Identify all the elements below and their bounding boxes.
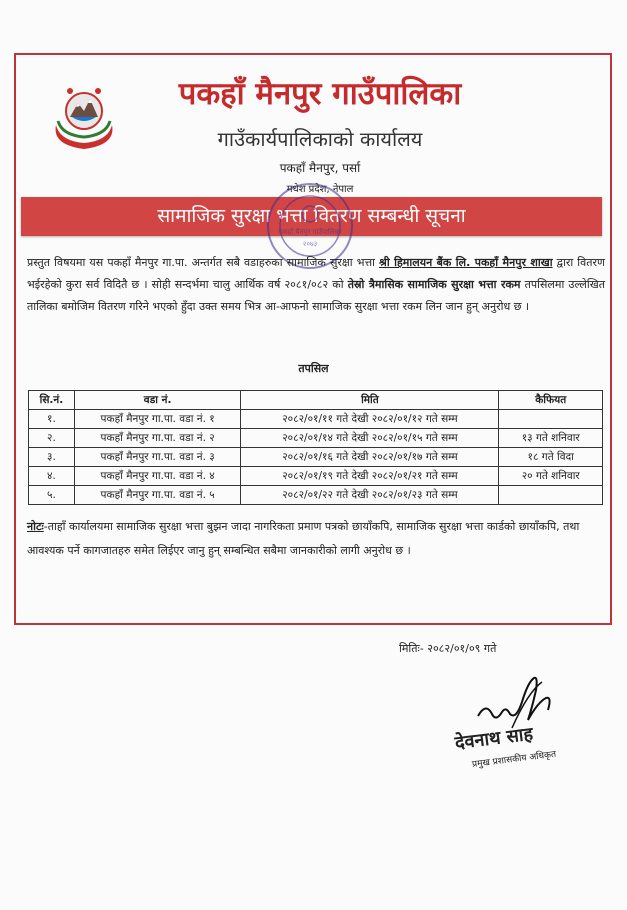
table-row bbox=[29, 486, 603, 505]
note-text: -ताहाँ कार्यालयमा सामाजिक सुरक्षा भत्ता बुझन जादा नागरिकता प्रमाण पत्रको छायाँकपि, सामाजिक सुरक्षा भत्ता कार्डको छायाँकपि, तथा आवश्यक पर्ने कागजातहरु समेत लिईएर जानु हुन् सम्बन्धित सबैमा जानकारीको लागी अनुरोध छ । bbox=[27, 520, 580, 557]
cell-date: २०८२/०१/१९ गते देखी २०८२/०१/२१ गते सम्म bbox=[241, 467, 499, 486]
cell-serial: ३. bbox=[29, 448, 75, 467]
nepal-emblem-icon bbox=[48, 85, 120, 153]
cell-ward: पकहाँ मैनपुर गा.पा. वडा नं. ५ bbox=[74, 486, 241, 505]
cell-ward: पकहाँ मैनपुर गा.पा. वडा नं. ३ bbox=[74, 448, 241, 467]
schedule-table bbox=[28, 390, 603, 505]
header-date: मिति bbox=[241, 391, 499, 410]
header-serial: सि.नं. bbox=[29, 391, 75, 410]
body-part-1: प्रस्तुत विषयमा यस पकहाँ मैनपुर गा.पा. अन्तर्गत सबै वडाहरुका सामाजिक सुरक्षा भत्ता bbox=[27, 256, 380, 269]
cell-date: २०८२/०१/१४ गते देखी २०८२/०१/१५ गते सम्म bbox=[241, 429, 499, 448]
signer-name: देवनाथ साह bbox=[453, 723, 535, 754]
address-line-2: मधेश प्रदेश, नेपाल bbox=[286, 184, 354, 195]
header-remarks: कैफियत bbox=[499, 391, 603, 410]
cell-remarks bbox=[499, 486, 603, 505]
cell-date: २०८२/०१/२२ गते देखी २०८२/०१/२३ गते सम्म bbox=[241, 486, 499, 505]
body-part-2: द्वारा वितरण भईरहेको कुरा सर्व विदितै छ । सोही सन्दर्भमा चालु आर्थिक वर्ष २०८१/०८२ को bbox=[27, 256, 605, 291]
table-header-row bbox=[29, 391, 603, 410]
address-line-1: पकहाँ मैनपुर, पर्सा bbox=[279, 161, 361, 175]
issue-date: मितिः- २०८२/०१/०९ गते bbox=[399, 642, 497, 655]
table-row bbox=[29, 448, 603, 467]
office-name: पकहाँ मैनपुर गाउँपालिका bbox=[178, 76, 462, 112]
schedule-title: तपसिल bbox=[298, 362, 329, 375]
stamp-text: पकहाँ मैनपुर गाउँपालिका bbox=[278, 228, 342, 236]
cell-ward: पकहाँ मैनपुर गा.पा. वडा नं. १ bbox=[74, 410, 241, 429]
notice-title: सामाजिक सुरक्षा भत्ता वितरण सम्बन्धी सूचना bbox=[157, 205, 466, 227]
cell-serial: १. bbox=[29, 410, 75, 429]
table-row bbox=[29, 429, 603, 448]
stamp-year: २०७३ bbox=[302, 240, 318, 248]
table-row bbox=[29, 410, 603, 429]
cell-remarks: १८ गते विदा bbox=[499, 448, 603, 467]
body-part-3: तपसिलमा उल्लेखित तालिका बमोजिम वितरण गरिने भएको हुँदा उक्त समय भित्र आ-आफनो सामाजिक सुरक्षा भत्ता रकम लिन जान हुन् अनुरोध छ । bbox=[27, 278, 605, 313]
office-subtitle: गाउँकार्यपालिकाको कार्यालय bbox=[217, 127, 423, 151]
cell-remarks: २० गते शनिवार bbox=[499, 467, 603, 486]
table-row bbox=[29, 467, 603, 486]
signer-title: प्रमुख प्रशासकीय अधिकृत bbox=[471, 749, 557, 770]
header-ward: वडा नं. bbox=[74, 391, 241, 410]
cell-serial: ४. bbox=[29, 467, 75, 486]
cell-serial: ५. bbox=[29, 486, 75, 505]
notice-note bbox=[27, 515, 605, 563]
cell-remarks: १३ गते शनिवार bbox=[499, 429, 603, 448]
notice-body bbox=[27, 252, 605, 318]
note-label: नोटः bbox=[27, 520, 44, 533]
bank-name: श्री हिमालयन बैंक लि. पकहाँ मैनपुर शाखा bbox=[379, 256, 553, 269]
body-bold-2: तेस्रो त्रैमासिक सामाजिक सुरक्षा भत्ता रकम bbox=[347, 278, 521, 291]
cell-date: २०८२/०१/११ गते देखी २०८२/०१/१२ गते सम्म bbox=[241, 410, 499, 429]
cell-ward: पकहाँ मैनपुर गा.पा. वडा नं. ४ bbox=[74, 467, 241, 486]
cell-date: २०८२/०१/१६ गते देखी २०८२/०१/१७ गते सम्म bbox=[241, 448, 499, 467]
cell-remarks bbox=[499, 410, 603, 429]
cell-serial: २. bbox=[29, 429, 75, 448]
cell-ward: पकहाँ मैनपुर गा.पा. वडा नं. २ bbox=[74, 429, 241, 448]
